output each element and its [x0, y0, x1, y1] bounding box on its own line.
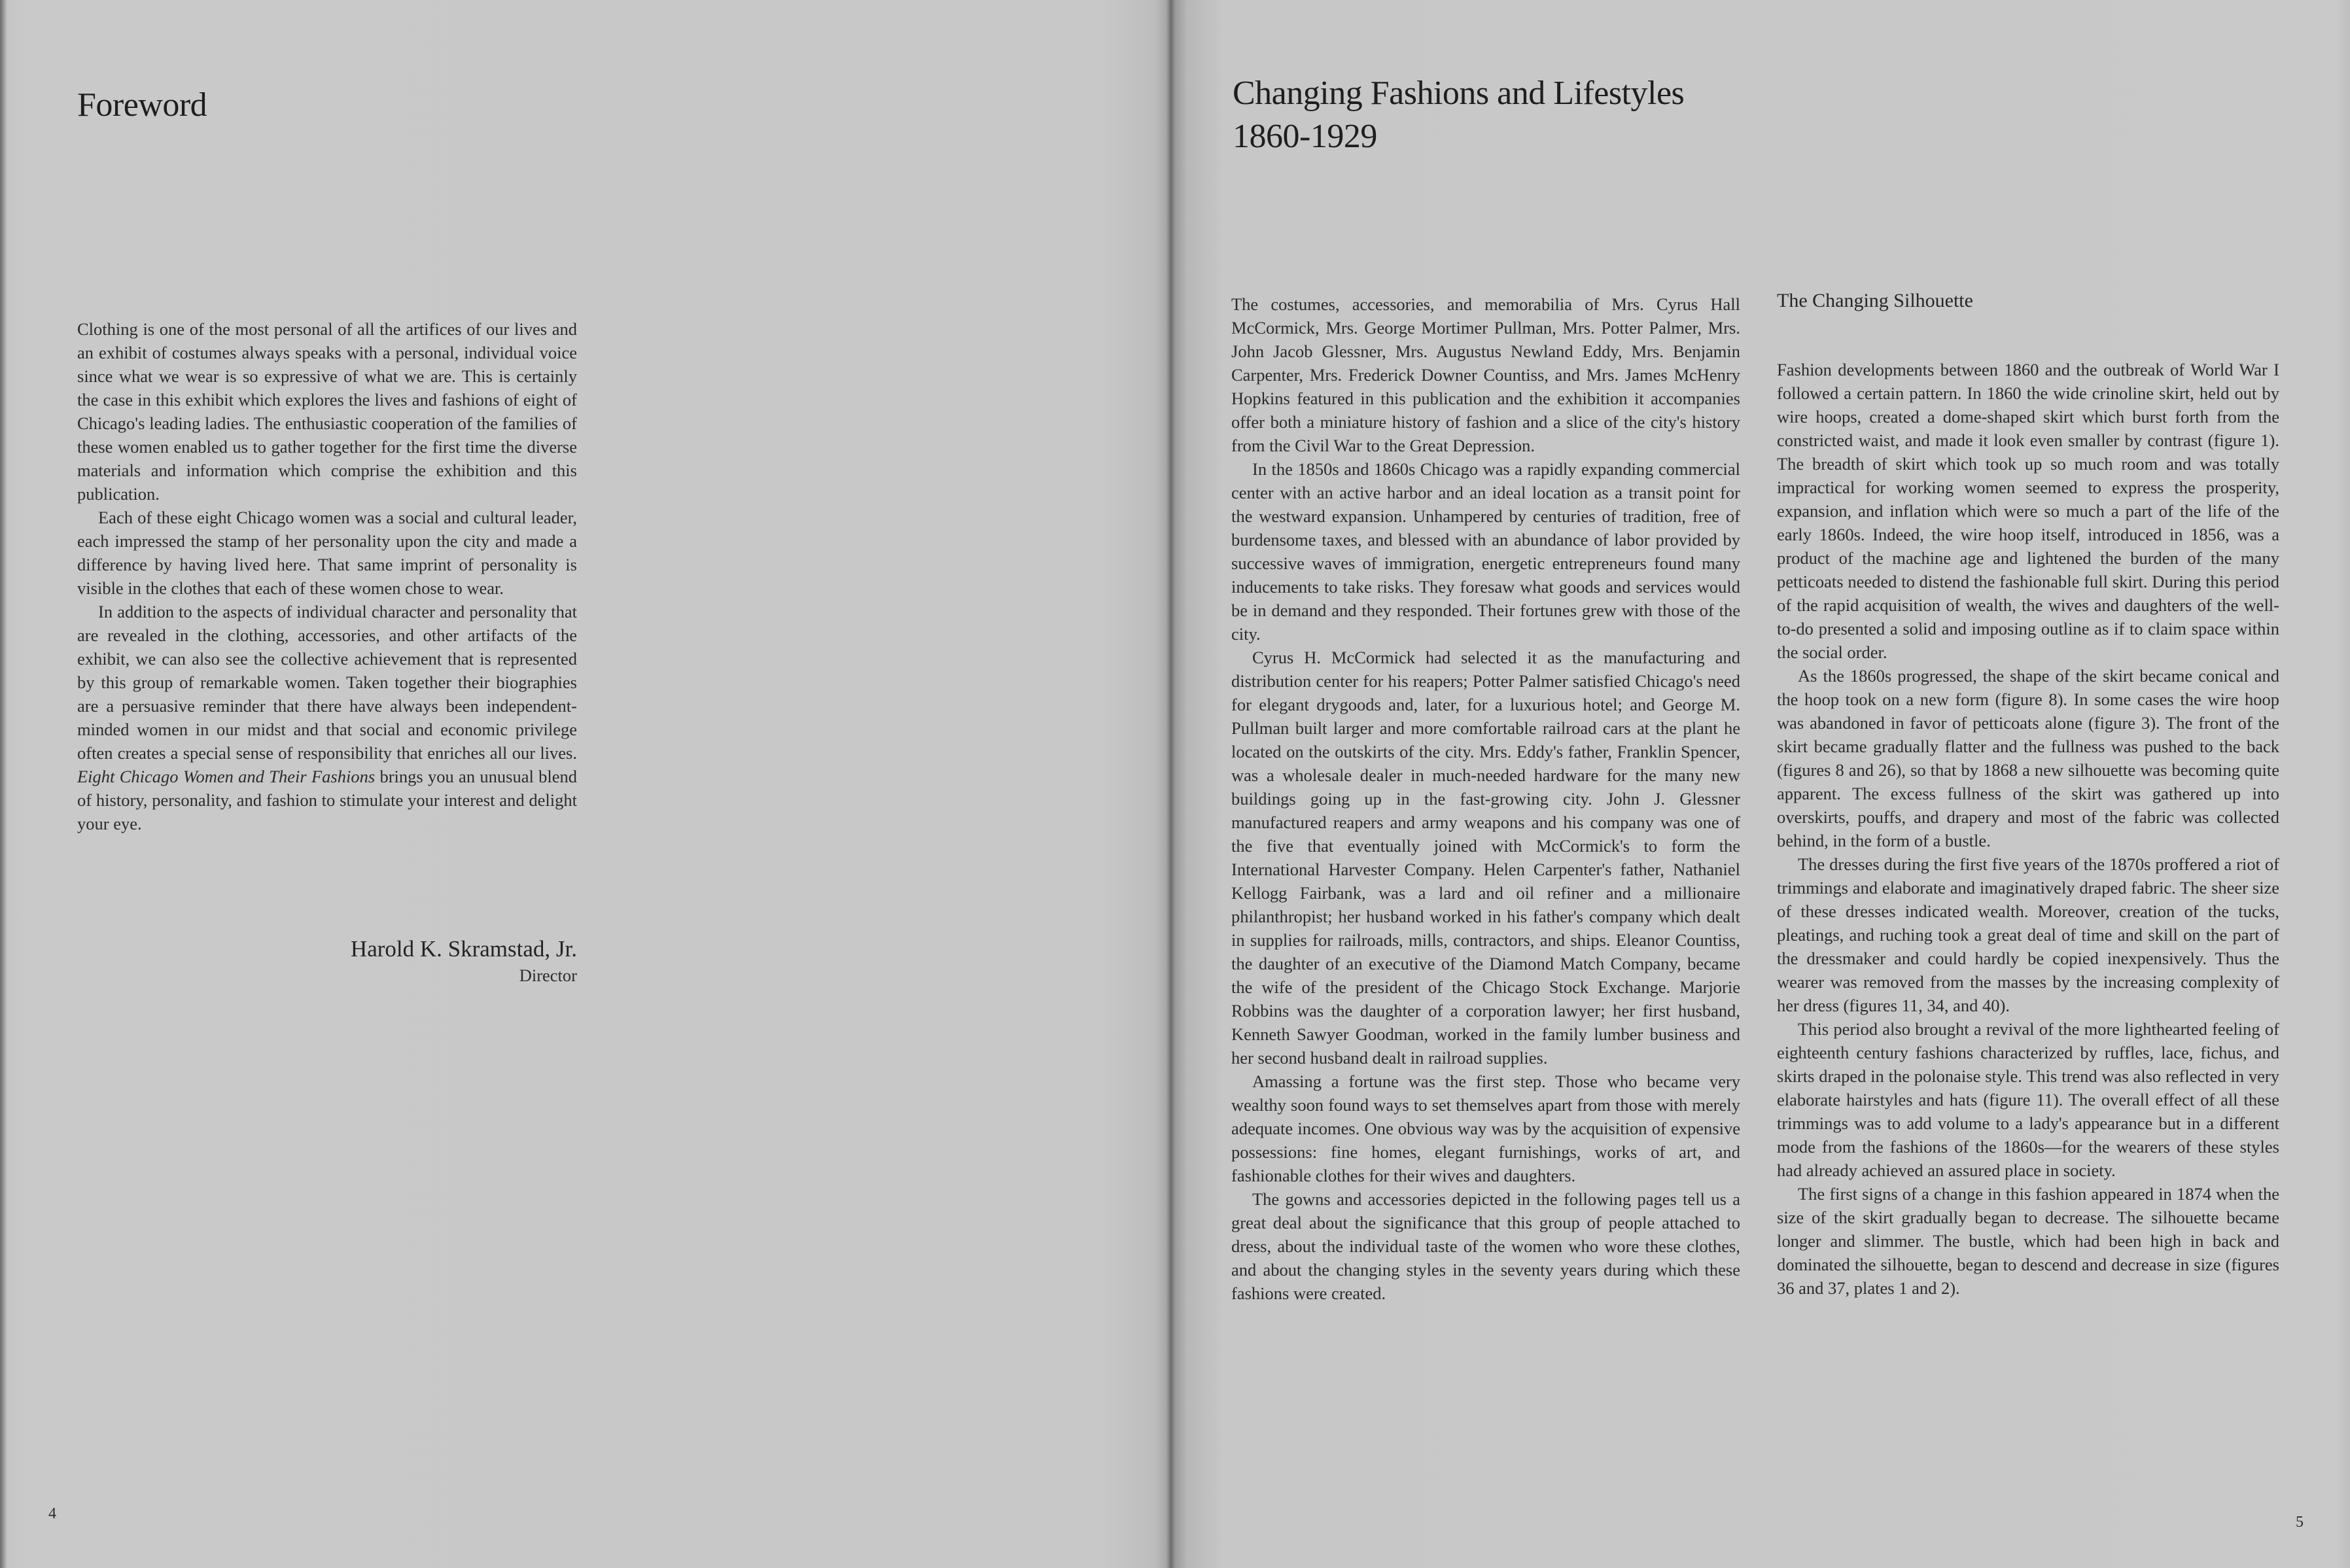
- article-paragraph: Amassing a fortune was the first step. Those who became very wealthy soon found ways to set themselves apart from those with merely adequate incomes. One obvious way was by the acquisition of expensive possessions: fine homes, elegant furnishings, works of art, and fashionable clothes for their wives and daughters.: [1231, 1071, 1740, 1185]
- page-number: 5: [2296, 1514, 2304, 1531]
- article-paragraph: As the 1860s progressed, the shape of the skirt became conical and the hoop took on a new form (figure 8). In some cases the wire hoop was abandoned in favor of petticoats alone (figure 3). The front of the skirt became gradually flatter and the fullness was pushed to the back (figures 8 and 26), so that by 1868 a new silhouette was becoming quite apparent. The excess fullness of the skirt was gathered up into overskirts, pouffs, and drapery and most of the fabric was collected behind, in the form of a bustle.: [1777, 666, 2279, 850]
- paragraph-text: In addition to the aspects of individual character and personality that are revealed in the clothing, accessories, and other artifacts of the exhibit, we can also see the collective achievement that is represented by this group of remarkable women. Taken together their biographies are a persuasive reminder that there have always been independent-minded women in our midst and that social and economic privilege often creates a special sense of responsibility that enriches all our lives.: [77, 602, 577, 763]
- paragraph-text: brings you an unusual blend of history, personality, and fashion to stimulate your interest and delight your eye.: [77, 767, 577, 833]
- article-paragraph: The gowns and accessories depicted in the following pages tell us a great deal about the significance that this group of people attached to dress, about the individual taste of the women who wore these clothes, and about the changing styles in the seventy years during which these fashions were created.: [1231, 1189, 1740, 1303]
- article-paragraph: The costumes, accessories, and memorabilia of Mrs. Cyrus Hall McCormick, Mrs. George Mortimer Pullman, Mrs. Potter Palmer, Mrs. John Jacob Glessner, Mrs. Augustus Newland Eddy, Mrs. Benjamin Carpenter, Mrs. Frederick Downer Countiss, and Mrs. James McHenry Hopkins featured in this publication and the exhibition it accompanies offer both a miniature history of fashion and a slice of the city's history from the Civil War to the Great Depression.: [1231, 294, 1740, 455]
- signature-block: [77, 934, 577, 986]
- article-paragraph: In the 1850s and 1860s Chicago was a rapidly expanding commercial center with an active harbor and an ideal location as a transit point for the westward expansion. Unhampered by centuries of tradition, free of burdensome taxes, and blessed with an abundance of labor provided by successive waves of immigration, energetic entrepreneurs found many inducements to take risks. They foresaw what goods and services would be in demand and they responded. Their fortunes grew with those of the city.: [1231, 459, 1740, 644]
- foreword-body: [77, 317, 577, 835]
- left-page: [0, 0, 1171, 1568]
- foreword-title: Foreword: [77, 86, 207, 124]
- article-column-left: [1231, 292, 1740, 1305]
- book-gutter: [1166, 0, 1176, 1568]
- article-paragraph: The dresses during the first five years of the 1870s proffered a riot of trimmings and elaborate and imaginatively draped fabric. The sheer size of these dresses indicated wealth. Moreover, creation of the tucks, pleatings, and ruching took a great deal of time and skill on the part of the dressmaker and could hardly be copied inexpensively. Thus the wearer was removed from the masses by the increasing complexity of her dress (figures 11, 34, and 40).: [1777, 854, 2279, 1015]
- page-number: 4: [48, 1505, 56, 1522]
- article-paragraph: Fashion developments between 1860 and the outbreak of World War I followed a certain pattern. In 1860 the wide crinoline skirt, held out by wire hoops, created a dome-shaped skirt which burst forth from the constricted waist, and made it look even smaller by contrast (figure 1). The breadth of skirt which took up so much room and was totally impractical for working women seemed to express the prosperity, expansion, and inflation which were so much a part of the life of the early 1860s. Indeed, the wire hoop itself, introduced in 1856, was a product of the machine age and lightened the burden of the many petticoats needed to distend the fashionable full skirt. During this period of the rapid acquisition of wealth, the wives and daughters of the well-to-do presented a solid and imposing outline as if to claim space within the social order.: [1777, 360, 2279, 662]
- section-subheading: The Changing Silhouette: [1777, 290, 1973, 311]
- page-edge: [0, 0, 7, 1568]
- article-title-line: Changing Fashions and Lifestyles: [1233, 75, 1685, 112]
- foreword-paragraph: [77, 600, 577, 835]
- article-title: [1233, 72, 1684, 158]
- article-title-dates: 1860-1929: [1233, 118, 1377, 155]
- signature-name: Harold K. Skramstad, Jr.: [350, 936, 577, 962]
- signature-role: Director: [519, 966, 577, 985]
- foreword-paragraph: Each of these eight Chicago women was a social and cultural leader, each impressed the stamp of her personality upon the city and made a difference by having lived here. That same imprint of personality is visible in the clothes that each of these women chose to wear.: [77, 508, 577, 598]
- foreword-paragraph: Clothing is one of the most personal of all the artifices of our lives and an exhibit of costumes always speaks with a personal, individual voice since what we wear is so expressive of what we are. This is certainly the case in this exhibit which explores the lives and fashions of eight of Chicago's leading ladies. The enthusiastic cooperation of the families of these women enabled us to gather together for the first time the diverse materials and information which comprise the exhibition and this publication.: [77, 319, 577, 504]
- article-paragraph: The first signs of a change in this fashion appeared in 1874 when the size of the skirt gradually began to decrease. The silhouette became longer and slimmer. The bustle, which had been high in back and dominated the silhouette, began to descend and decrease in size (figures 36 and 37, plates 1 and 2).: [1777, 1184, 2279, 1298]
- publication-title: Eight Chicago Women and Their Fashions: [77, 767, 376, 786]
- article-paragraph: Cyrus H. McCormick had selected it as the manufacturing and distribution center for his reapers; Potter Palmer satisfied Chicago's need for elegant drygoods and, later, for a luxurious hotel; and George M. Pullman built larger and more comfortable railroad cars at the plant he located on the outskirts of the city. Mrs. Eddy's father, Franklin Spencer, was a wholesale dealer in much-needed hardware for the many new buildings going up in the fast-growing city. John J. Glessner manufactured reapers and army weapons and his company was one of the five that eventually joined with McCormick's to form the International Harvester Company. Helen Carpenter's father, Nathaniel Kellogg Fairbank, was a lard and oil refiner and a millionaire philanthropist; her husband worked in his father's company which dealt in supplies for railroads, mills, contractors, and ships. Eleanor Countiss, the daughter of an executive of the Diamond Match Company, became the wife of the president of the Chicago Stock Exchange. Marjorie Robbins was the daughter of a corporation lawyer; her first husband, Kenneth Sawyer Goodman, worked in the family lumber business and her second husband dealt in railroad supplies.: [1231, 648, 1740, 1068]
- article-column-right: [1777, 358, 2279, 1300]
- article-paragraph: This period also brought a revival of the more lighthearted feeling of eighteenth century fashions characterized by ruffles, lace, fichus, and skirts draped in the polonaise style. This trend was also reflected in very elaborate hairstyles and hats (figure 11). The overall effect of all these trimmings was to add volume to a lady's appearance but in a different mode from the fashions of the 1860s—for the wearers of these styles had already achieved an assured place in society.: [1777, 1019, 2279, 1180]
